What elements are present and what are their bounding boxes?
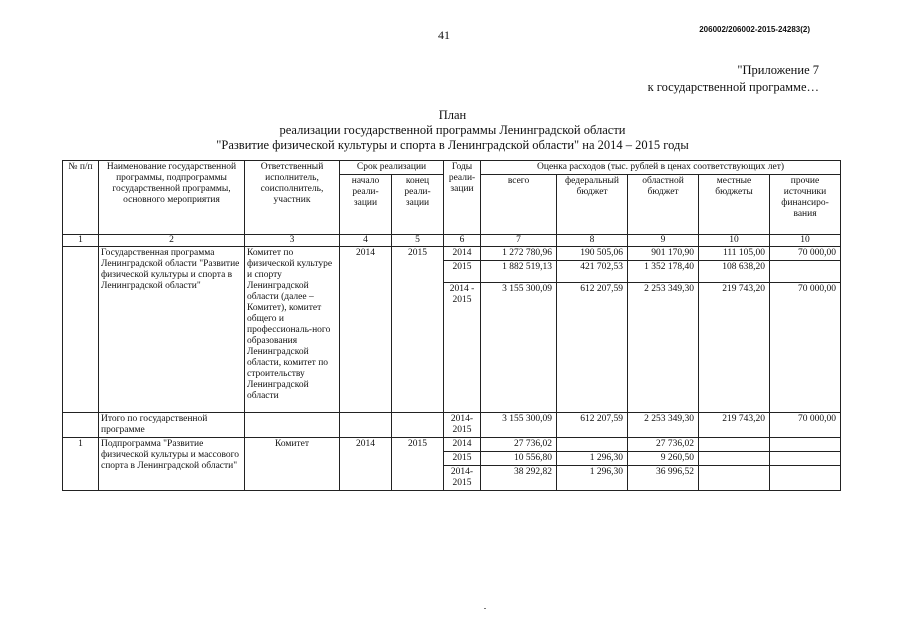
- total-cell: 3 155 300,09: [481, 413, 557, 438]
- plan-table: [62, 160, 841, 491]
- regional-cell: 1 352 178,40: [628, 261, 699, 283]
- federal-cell: 612 207,59: [557, 413, 628, 438]
- local-cell: [699, 452, 770, 466]
- title-line-3: "Развитие физической культуры и спорта в Ленинградской области" на 2014 – 2015 годы: [216, 138, 689, 152]
- index-cell: 10: [699, 235, 770, 247]
- program-start: 2014: [340, 247, 392, 413]
- header-years: Годы реали-зации: [444, 161, 481, 235]
- other-cell: 70 000,00: [770, 247, 841, 261]
- header-federal: федеральный бюджет: [557, 175, 628, 235]
- index-cell: 10: [770, 235, 841, 247]
- federal-cell: 1 296,30: [557, 452, 628, 466]
- local-cell: [699, 466, 770, 491]
- program-total-name: Итого по государственной программе: [99, 413, 245, 438]
- other-cell: 70 000,00: [770, 283, 841, 413]
- regional-cell: 9 260,50: [628, 452, 699, 466]
- total-cell: 1 882 519,13: [481, 261, 557, 283]
- regional-cell: 901 170,90: [628, 247, 699, 261]
- header-total: всего: [481, 175, 557, 235]
- year-cell: 2014- 2015: [444, 413, 481, 438]
- federal-cell: 1 296,30: [557, 466, 628, 491]
- page-number: 41: [438, 28, 450, 42]
- total-cell: 10 556,80: [481, 452, 557, 466]
- plan-title: [0, 108, 905, 153]
- program-total-row: [63, 413, 841, 438]
- index-cell: 8: [557, 235, 628, 247]
- subprogram-name: Подпрограмма "Развитие физической культуры и массового спорта в Ленинградской области": [99, 438, 245, 491]
- year-cell: 2015: [444, 452, 481, 466]
- header-cost: Оценка расходов (тыс. рублей в ценах соответствующих лет): [481, 161, 841, 175]
- annex-heading: [648, 62, 819, 96]
- program-end: 2015: [392, 247, 444, 413]
- header-end: конец реали-зации: [392, 175, 444, 235]
- regional-cell: 36 996,52: [628, 466, 699, 491]
- index-cell: 1: [63, 235, 99, 247]
- total-executor: [245, 413, 340, 438]
- index-cell: 9: [628, 235, 699, 247]
- other-cell: [770, 452, 841, 466]
- total-cell: 1 272 780,96: [481, 247, 557, 261]
- regional-cell: 2 253 349,30: [628, 283, 699, 413]
- federal-cell: [557, 438, 628, 452]
- subprogram-start: 2014: [340, 438, 392, 491]
- index-cell: 7: [481, 235, 557, 247]
- year-cell: 2014- 2015: [444, 466, 481, 491]
- year-cell: 2014: [444, 247, 481, 261]
- local-cell: 219 743,20: [699, 413, 770, 438]
- header-num: № п/п: [63, 161, 99, 235]
- federal-cell: 190 505,06: [557, 247, 628, 261]
- table-row: [63, 247, 841, 261]
- index-cell: 6: [444, 235, 481, 247]
- program-num: [63, 247, 99, 413]
- header-executor: Ответственный исполнитель, соисполнитель, участник: [245, 161, 340, 235]
- year-cell: 2014 - 2015: [444, 283, 481, 413]
- federal-cell: 421 702,53: [557, 261, 628, 283]
- regional-cell: 2 253 349,30: [628, 413, 699, 438]
- header-period: Срок реализации: [340, 161, 444, 175]
- subprogram-executor: Комитет: [245, 438, 340, 491]
- column-index-row: [63, 235, 841, 247]
- total-end: [392, 413, 444, 438]
- local-cell: 111 105,00: [699, 247, 770, 261]
- other-cell: [770, 438, 841, 452]
- total-cell: 3 155 300,09: [481, 283, 557, 413]
- annex-line-1: "Приложение 7: [737, 63, 819, 77]
- program-name: Государственная программа Ленинградской области "Развитие физической культуры и спорта в Ленинградской области": [99, 247, 245, 413]
- federal-cell: 612 207,59: [557, 283, 628, 413]
- header-name: Наименование государственной программы, подпрограммы государственной программы, основного мероприятия: [99, 161, 245, 235]
- title-line-2: реализации государственной программы Ленинградской области: [279, 123, 626, 137]
- table-row: [63, 438, 841, 452]
- header-start: начало реали-зации: [340, 175, 392, 235]
- program-executor: Комитет по физической культуре и спорту Ленинградской области (далее – Комитет), комитет общего и профессиональ-ного образования Ленинградской области, комитет по строительству Ленинградской области: [245, 247, 340, 413]
- other-cell: 70 000,00: [770, 413, 841, 438]
- header-row-1: [63, 161, 841, 175]
- total-start: [340, 413, 392, 438]
- header-regional: областной бюджет: [628, 175, 699, 235]
- header-local: местные бюджеты: [699, 175, 770, 235]
- annex-line-2: к государственной программе…: [647, 80, 819, 94]
- title-line-1: План: [438, 108, 467, 122]
- document-code: 206002/206002-2015-24283(2): [699, 25, 810, 34]
- subprogram-end: 2015: [392, 438, 444, 491]
- local-cell: 219 743,20: [699, 283, 770, 413]
- subprogram-num: 1: [63, 438, 99, 491]
- total-num: [63, 413, 99, 438]
- scan-artifact: [484, 608, 486, 609]
- index-cell: 3: [245, 235, 340, 247]
- local-cell: 108 638,20: [699, 261, 770, 283]
- other-cell: [770, 466, 841, 491]
- header-other: прочие источники финансиро-вания: [770, 175, 841, 235]
- total-cell: 27 736,02: [481, 438, 557, 452]
- other-cell: [770, 261, 841, 283]
- local-cell: [699, 438, 770, 452]
- total-cell: 38 292,82: [481, 466, 557, 491]
- index-cell: 2: [99, 235, 245, 247]
- year-cell: 2014: [444, 438, 481, 452]
- regional-cell: 27 736,02: [628, 438, 699, 452]
- index-cell: 4: [340, 235, 392, 247]
- index-cell: 5: [392, 235, 444, 247]
- year-cell: 2015: [444, 261, 481, 283]
